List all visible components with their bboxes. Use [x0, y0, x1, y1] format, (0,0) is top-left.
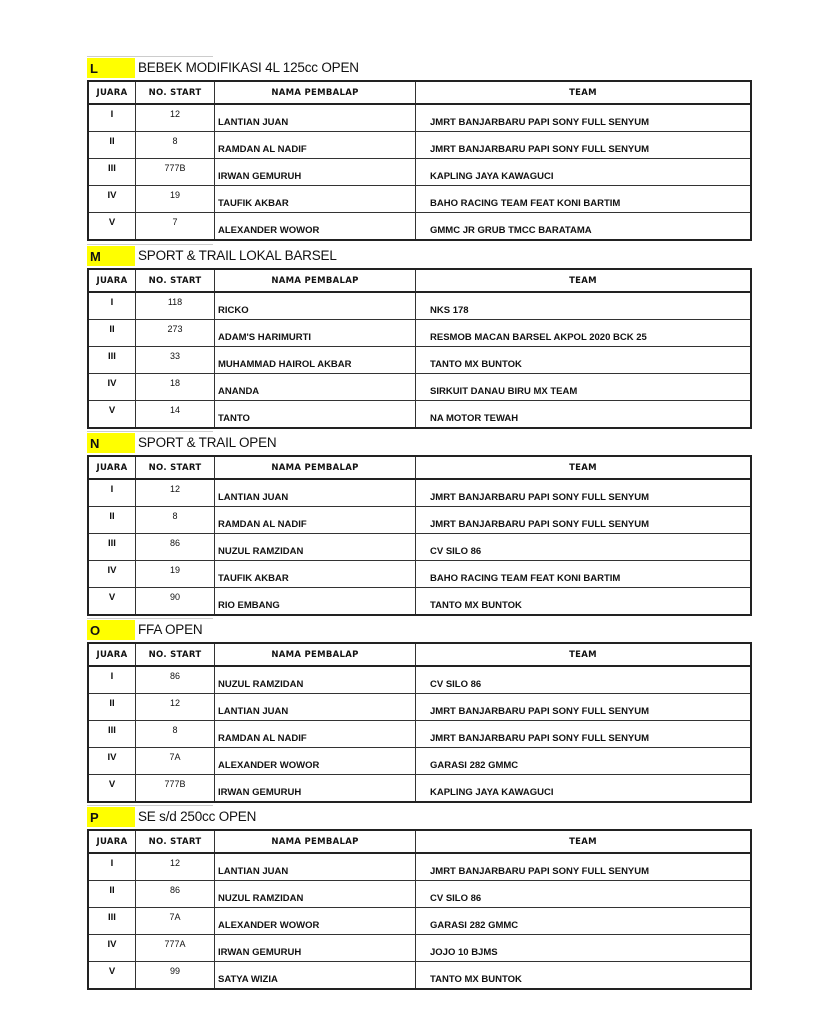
juara-cell: II — [88, 694, 136, 721]
header-nama: NAMA PEMBALAP — [215, 830, 416, 853]
juara-cell: III — [88, 159, 136, 186]
juara-cell: V — [88, 213, 136, 241]
juara-cell: II — [88, 320, 136, 347]
category-letter: P — [87, 807, 135, 827]
category-name: SE s/d 250cc OPEN — [138, 809, 257, 824]
no-start-cell: 99 — [136, 962, 215, 990]
category-letter: N — [87, 433, 135, 453]
team-cell: JMRT BANJARBARU PAPI SONY FULL SENYUM — [416, 104, 752, 132]
category-title-row — [87, 433, 752, 453]
team-cell: BAHO RACING TEAM FEAT KONI BARTIM — [416, 186, 752, 213]
table-header — [88, 269, 751, 292]
table-row — [88, 908, 751, 935]
nama-cell: LANTIAN JUAN — [215, 694, 416, 721]
category-section — [87, 246, 752, 429]
juara-cell: IV — [88, 561, 136, 588]
team-cell: RESMOB MACAN BARSEL AKPOL 2020 BCK 25 — [416, 320, 752, 347]
nama-cell: LANTIAN JUAN — [215, 479, 416, 507]
table-row — [88, 347, 751, 374]
team-cell: JMRT BANJARBARU PAPI SONY FULL SENYUM — [416, 721, 752, 748]
table-row — [88, 775, 751, 803]
table-row — [88, 159, 751, 186]
nama-cell: TAUFIK AKBAR — [215, 186, 416, 213]
juara-cell: IV — [88, 186, 136, 213]
table-row — [88, 666, 751, 694]
no-start-cell: 86 — [136, 881, 215, 908]
juara-cell: III — [88, 721, 136, 748]
no-start-cell: 777A — [136, 935, 215, 962]
nama-cell: NUZUL RAMZIDAN — [215, 881, 416, 908]
nama-cell: NUZUL RAMZIDAN — [215, 534, 416, 561]
header-team: TEAM — [416, 830, 752, 853]
team-cell: SIRKUIT DANAU BIRU MX TEAM — [416, 374, 752, 401]
no-start-cell: 19 — [136, 186, 215, 213]
nama-cell: ALEXANDER WOWOR — [215, 748, 416, 775]
nama-cell: IRWAN GEMURUH — [215, 775, 416, 803]
table-row — [88, 132, 751, 159]
table-row — [88, 534, 751, 561]
table-row — [88, 748, 751, 775]
team-cell: JMRT BANJARBARU PAPI SONY FULL SENYUM — [416, 479, 752, 507]
table-row — [88, 935, 751, 962]
team-cell: KAPLING JAYA KAWAGUCI — [416, 775, 752, 803]
juara-cell: V — [88, 775, 136, 803]
no-start-cell: 273 — [136, 320, 215, 347]
no-start-cell: 777B — [136, 775, 215, 803]
team-cell: JOJO 10 BJMS — [416, 935, 752, 962]
header-juara: JUARA — [88, 81, 136, 104]
juara-cell: V — [88, 588, 136, 616]
table-row — [88, 694, 751, 721]
table-row — [88, 320, 751, 347]
team-cell: JMRT BANJARBARU PAPI SONY FULL SENYUM — [416, 132, 752, 159]
team-cell: JMRT BANJARBARU PAPI SONY FULL SENYUM — [416, 507, 752, 534]
juara-cell: I — [88, 479, 136, 507]
juara-cell: IV — [88, 748, 136, 775]
nama-cell: TAUFIK AKBAR — [215, 561, 416, 588]
table-row — [88, 853, 751, 881]
header-nama: NAMA PEMBALAP — [215, 269, 416, 292]
no-start-cell: 90 — [136, 588, 215, 616]
category-letter: L — [87, 58, 135, 78]
nama-cell: RAMDAN AL NADIF — [215, 132, 416, 159]
team-cell: GARASI 282 GMMC — [416, 748, 752, 775]
category-letter: O — [87, 620, 135, 640]
no-start-cell: 14 — [136, 401, 215, 429]
category-title-row — [87, 620, 752, 640]
team-cell: GMMC JR GRUB TMCC BARATAMA — [416, 213, 752, 241]
header-no-start: NO. START — [136, 830, 215, 853]
category-title-row — [87, 58, 752, 78]
header-team: TEAM — [416, 81, 752, 104]
table-row — [88, 588, 751, 616]
header-no-start: NO. START — [136, 643, 215, 666]
no-start-cell: 12 — [136, 694, 215, 721]
divider — [87, 431, 213, 432]
results-table — [87, 829, 752, 990]
header-juara: JUARA — [88, 269, 136, 292]
no-start-cell: 7 — [136, 213, 215, 241]
header-nama: NAMA PEMBALAP — [215, 456, 416, 479]
nama-cell: ANANDA — [215, 374, 416, 401]
header-team: TEAM — [416, 269, 752, 292]
nama-cell: ALEXANDER WOWOR — [215, 908, 416, 935]
team-cell: CV SILO 86 — [416, 881, 752, 908]
results-table — [87, 268, 752, 429]
table-row — [88, 507, 751, 534]
table-header — [88, 456, 751, 479]
table-header — [88, 643, 751, 666]
nama-cell: RIO EMBANG — [215, 588, 416, 616]
team-cell: JMRT BANJARBARU PAPI SONY FULL SENYUM — [416, 694, 752, 721]
category-name: SPORT & TRAIL LOKAL BARSEL — [138, 248, 337, 263]
team-cell: BAHO RACING TEAM FEAT KONI BARTIM — [416, 561, 752, 588]
category-section — [87, 807, 752, 990]
table-row — [88, 292, 751, 320]
table-row — [88, 962, 751, 990]
nama-cell: ALEXANDER WOWOR — [215, 213, 416, 241]
header-no-start: NO. START — [136, 81, 215, 104]
header-nama: NAMA PEMBALAP — [215, 643, 416, 666]
team-cell: CV SILO 86 — [416, 534, 752, 561]
team-cell: CV SILO 86 — [416, 666, 752, 694]
nama-cell: TANTO — [215, 401, 416, 429]
no-start-cell: 7A — [136, 748, 215, 775]
no-start-cell: 8 — [136, 507, 215, 534]
nama-cell: MUHAMMAD HAIROL AKBAR — [215, 347, 416, 374]
team-cell: TANTO MX BUNTOK — [416, 962, 752, 990]
header-juara: JUARA — [88, 456, 136, 479]
team-cell: KAPLING JAYA KAWAGUCI — [416, 159, 752, 186]
no-start-cell: 8 — [136, 721, 215, 748]
juara-cell: III — [88, 534, 136, 561]
results-table — [87, 80, 752, 241]
nama-cell: LANTIAN JUAN — [215, 104, 416, 132]
category-section — [87, 433, 752, 616]
nama-cell: SATYA WIZIA — [215, 962, 416, 990]
no-start-cell: 12 — [136, 104, 215, 132]
no-start-cell: 7A — [136, 908, 215, 935]
juara-cell: IV — [88, 374, 136, 401]
nama-cell: RICKO — [215, 292, 416, 320]
category-name: FFA OPEN — [138, 622, 203, 637]
team-cell: NKS 178 — [416, 292, 752, 320]
divider — [87, 56, 213, 57]
no-start-cell: 18 — [136, 374, 215, 401]
juara-cell: V — [88, 401, 136, 429]
team-cell: JMRT BANJARBARU PAPI SONY FULL SENYUM — [416, 853, 752, 881]
no-start-cell: 86 — [136, 534, 215, 561]
table-row — [88, 401, 751, 429]
no-start-cell: 33 — [136, 347, 215, 374]
nama-cell: IRWAN GEMURUH — [215, 935, 416, 962]
no-start-cell: 12 — [136, 479, 215, 507]
juara-cell: II — [88, 132, 136, 159]
category-section — [87, 620, 752, 803]
juara-cell: II — [88, 507, 136, 534]
header-nama: NAMA PEMBALAP — [215, 81, 416, 104]
table-row — [88, 561, 751, 588]
header-team: TEAM — [416, 643, 752, 666]
nama-cell: NUZUL RAMZIDAN — [215, 666, 416, 694]
team-cell: GARASI 282 GMMC — [416, 908, 752, 935]
category-letter: M — [87, 246, 135, 266]
table-row — [88, 881, 751, 908]
table-row — [88, 104, 751, 132]
header-team: TEAM — [416, 456, 752, 479]
no-start-cell: 118 — [136, 292, 215, 320]
table-header — [88, 81, 751, 104]
nama-cell: RAMDAN AL NADIF — [215, 721, 416, 748]
team-cell: TANTO MX BUNTOK — [416, 347, 752, 374]
results-table — [87, 455, 752, 616]
table-row — [88, 479, 751, 507]
table-row — [88, 721, 751, 748]
juara-cell: III — [88, 908, 136, 935]
category-section — [87, 58, 752, 241]
juara-cell: I — [88, 853, 136, 881]
divider — [87, 618, 213, 619]
juara-cell: III — [88, 347, 136, 374]
juara-cell: IV — [88, 935, 136, 962]
team-cell: NA MOTOR TEWAH — [416, 401, 752, 429]
table-header — [88, 830, 751, 853]
nama-cell: ADAM'S HARIMURTI — [215, 320, 416, 347]
nama-cell: IRWAN GEMURUH — [215, 159, 416, 186]
header-juara: JUARA — [88, 830, 136, 853]
juara-cell: I — [88, 292, 136, 320]
category-title-row — [87, 807, 752, 827]
no-start-cell: 86 — [136, 666, 215, 694]
table-row — [88, 186, 751, 213]
no-start-cell: 8 — [136, 132, 215, 159]
no-start-cell: 777B — [136, 159, 215, 186]
no-start-cell: 19 — [136, 561, 215, 588]
juara-cell: II — [88, 881, 136, 908]
header-juara: JUARA — [88, 643, 136, 666]
nama-cell: LANTIAN JUAN — [215, 853, 416, 881]
nama-cell: RAMDAN AL NADIF — [215, 507, 416, 534]
table-row — [88, 374, 751, 401]
table-row — [88, 213, 751, 241]
category-name: SPORT & TRAIL OPEN — [138, 435, 277, 450]
header-no-start: NO. START — [136, 269, 215, 292]
juara-cell: I — [88, 666, 136, 694]
juara-cell: V — [88, 962, 136, 990]
results-table — [87, 642, 752, 803]
category-title-row — [87, 246, 752, 266]
divider — [87, 244, 213, 245]
header-no-start: NO. START — [136, 456, 215, 479]
no-start-cell: 12 — [136, 853, 215, 881]
divider — [87, 805, 213, 806]
team-cell: TANTO MX BUNTOK — [416, 588, 752, 616]
juara-cell: I — [88, 104, 136, 132]
category-name: BEBEK MODIFIKASI 4L 125cc OPEN — [138, 60, 359, 75]
